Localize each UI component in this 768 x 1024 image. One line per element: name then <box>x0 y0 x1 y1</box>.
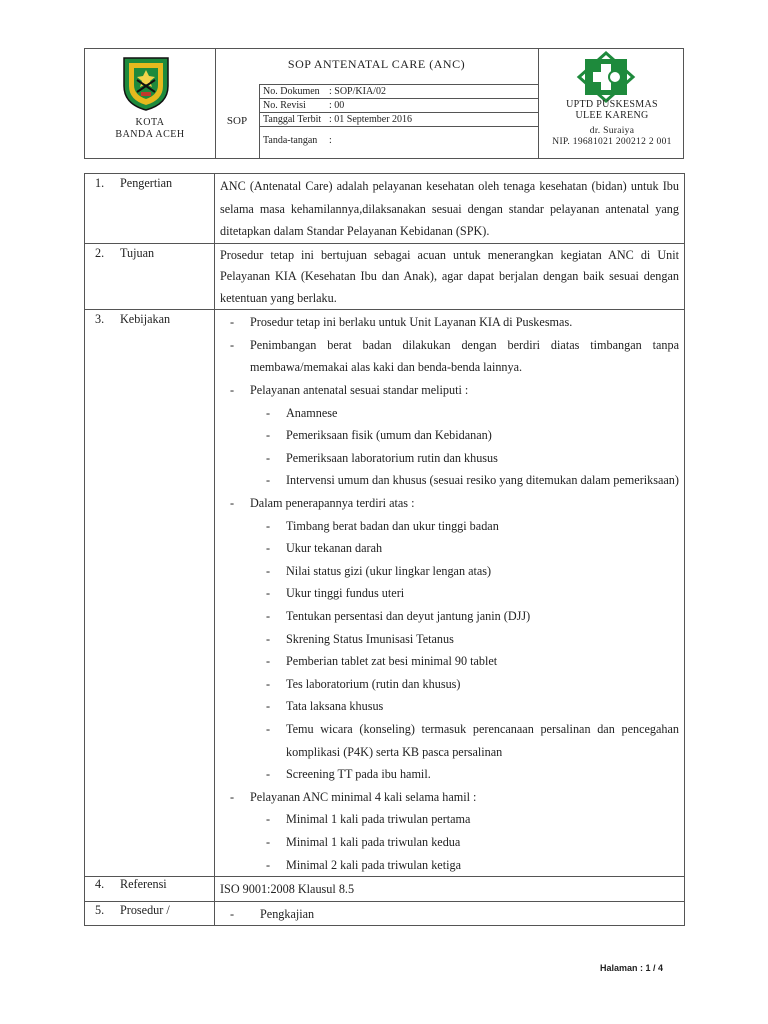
signature-row <box>259 135 538 146</box>
procedure-dash: - <box>230 906 235 921</box>
policy-subitem: - Pemeriksaan fisik (umum dan Kebidanan) <box>220 424 679 447</box>
section-row-referensi <box>85 877 685 902</box>
document-header <box>84 48 684 159</box>
issue-date-label: Tanggal Terbit <box>263 114 322 125</box>
policy-subitem: - Nilai status gizi (ukur lingkar lengan atas) <box>220 560 679 583</box>
sop-label: SOP <box>226 115 248 127</box>
city-name-line1: KOTA <box>135 117 165 128</box>
section-number: 5. <box>95 902 105 917</box>
doc-number-row <box>259 86 538 97</box>
puskesmas-logo-icon <box>575 51 637 103</box>
section-number: 1. <box>95 176 105 190</box>
policy-subitem: - Ukur tinggi fundus uteri <box>220 582 679 605</box>
section-row-kebijakan <box>85 310 685 877</box>
page-number: Halaman : 1 / 4 <box>600 963 664 973</box>
city-name-line2: BANDA ACEH <box>115 129 185 140</box>
policy-item: - Penimbangan berat badan dilakukan dengan berdiri diatas timbangan tanpa membawa/memakai alas kaki dan benda-benda lainnya. <box>220 334 679 379</box>
policy-subitem: - Minimal 2 kali pada triwulan ketiga <box>220 854 679 877</box>
section-row-tujuan <box>85 243 685 310</box>
section-label: Tujuan <box>120 245 155 260</box>
policy-item: - Pelayanan antenatal sesuai standar meliputi : <box>220 379 679 402</box>
revision-row <box>259 100 538 111</box>
facility-name-line1: UPTD PUSKESMAS <box>566 99 658 110</box>
policy-subitem: - Tes laboratorium (rutin dan khusus) <box>220 673 679 696</box>
issue-date-value: : 01 September 2016 <box>329 114 413 125</box>
policy-subitem: - Ukur tekanan darah <box>220 537 679 560</box>
policy-subitem: - Anamnese <box>220 402 679 425</box>
policy-subitem: - Tata laksana khusus <box>220 695 679 718</box>
revision-value: : 00 <box>329 100 345 111</box>
doc-number-value: : SOP/KIA/02 <box>329 86 386 97</box>
doc-number-label: No. Dokumen <box>263 86 320 97</box>
section-row-pengertian <box>85 174 685 244</box>
policy-subitem: - Skrening Status Imunisasi Tetanus <box>220 628 679 651</box>
banda-aceh-emblem-icon <box>122 56 170 112</box>
section-number: 4. <box>95 877 105 892</box>
policy-subitem: - Tentukan persentasi dan deyut jantung janin (DJJ) <box>220 605 679 628</box>
section-row-prosedur <box>85 901 685 926</box>
document-title: SOP ANTENATAL CARE (ANC) <box>287 57 466 71</box>
section-label: Referensi <box>120 877 167 892</box>
section-number: 3. <box>95 312 105 327</box>
city-logo-block <box>85 49 215 159</box>
section-label: Pengertian <box>120 176 173 190</box>
signature-label: Tanda-tangan <box>263 135 318 146</box>
section-text: Prosedur tetap ini bertujuan sebagai acuan untuk menerangkan kegiatan ANC di Unit Pelayanan KIA (Kesehatan Ibu dan Anak), agar dapat berjalan dengan baik sesuai dengan ketentuan yang berlaku. <box>215 243 685 310</box>
policy-subitem: - Minimal 1 kali pada triwulan kedua <box>220 831 679 854</box>
issue-date-row <box>259 114 538 125</box>
policy-item: - Pelayanan ANC minimal 4 kali selama hamil : <box>220 786 679 809</box>
policy-item: - Dalam penerapannya terdiri atas : <box>220 492 679 515</box>
revision-label: No. Revisi <box>263 100 306 111</box>
section-number: 2. <box>95 245 105 260</box>
sop-content-table <box>84 173 685 926</box>
policy-subitem: - Pemberian tablet zat besi minimal 90 tablet <box>220 650 679 673</box>
policy-subitem: - Timbang berat badan dan ukur tinggi badan <box>220 515 679 538</box>
signer-name: dr. Suraiya <box>589 126 635 136</box>
policy-subitem: - Screening TT pada ibu hamil. <box>220 763 679 786</box>
policy-subitem: - Intervensi umum dan khusus (sesuai resiko yang ditemukan dalam pemeriksaan) <box>220 469 679 492</box>
signature-value: : <box>329 135 332 146</box>
policy-item: - Prosedur tetap ini berlaku untuk Unit Layanan KIA di Puskesmas. <box>220 311 679 334</box>
policy-subitem: - Pemeriksaan laboratorium rutin dan khusus <box>220 447 679 470</box>
policy-subitem: - Minimal 1 kali pada triwulan pertama <box>220 808 679 831</box>
signer-nip: NIP. 19681021 200212 2 001 <box>552 137 672 147</box>
section-label: Prosedur / <box>120 902 170 917</box>
section-text: Pengkajian <box>260 906 315 921</box>
kebijakan-list <box>215 310 685 877</box>
section-text: ISO 9001:2008 Klausul 8.5 <box>215 877 685 902</box>
section-label: Kebijakan <box>120 312 171 327</box>
section-text: ANC (Antenatal Care) adalah pelayanan kesehatan oleh tenaga kesehatan (bidan) untuk Ibu selama masa kehamilannya,dilaksanakan sesuai dengan standar pelayanan antenatal yang ditetapkan dalam Standar Pelayanan Kebidanan (SPK). <box>215 174 685 244</box>
facility-name-line2: ULEE KARENG <box>575 110 649 121</box>
policy-subitem: - Temu wicara (konseling) termasuk perencanaan persalinan dan pencegahan komplikasi (P4K) serta KB pasca persalinan <box>220 718 679 763</box>
